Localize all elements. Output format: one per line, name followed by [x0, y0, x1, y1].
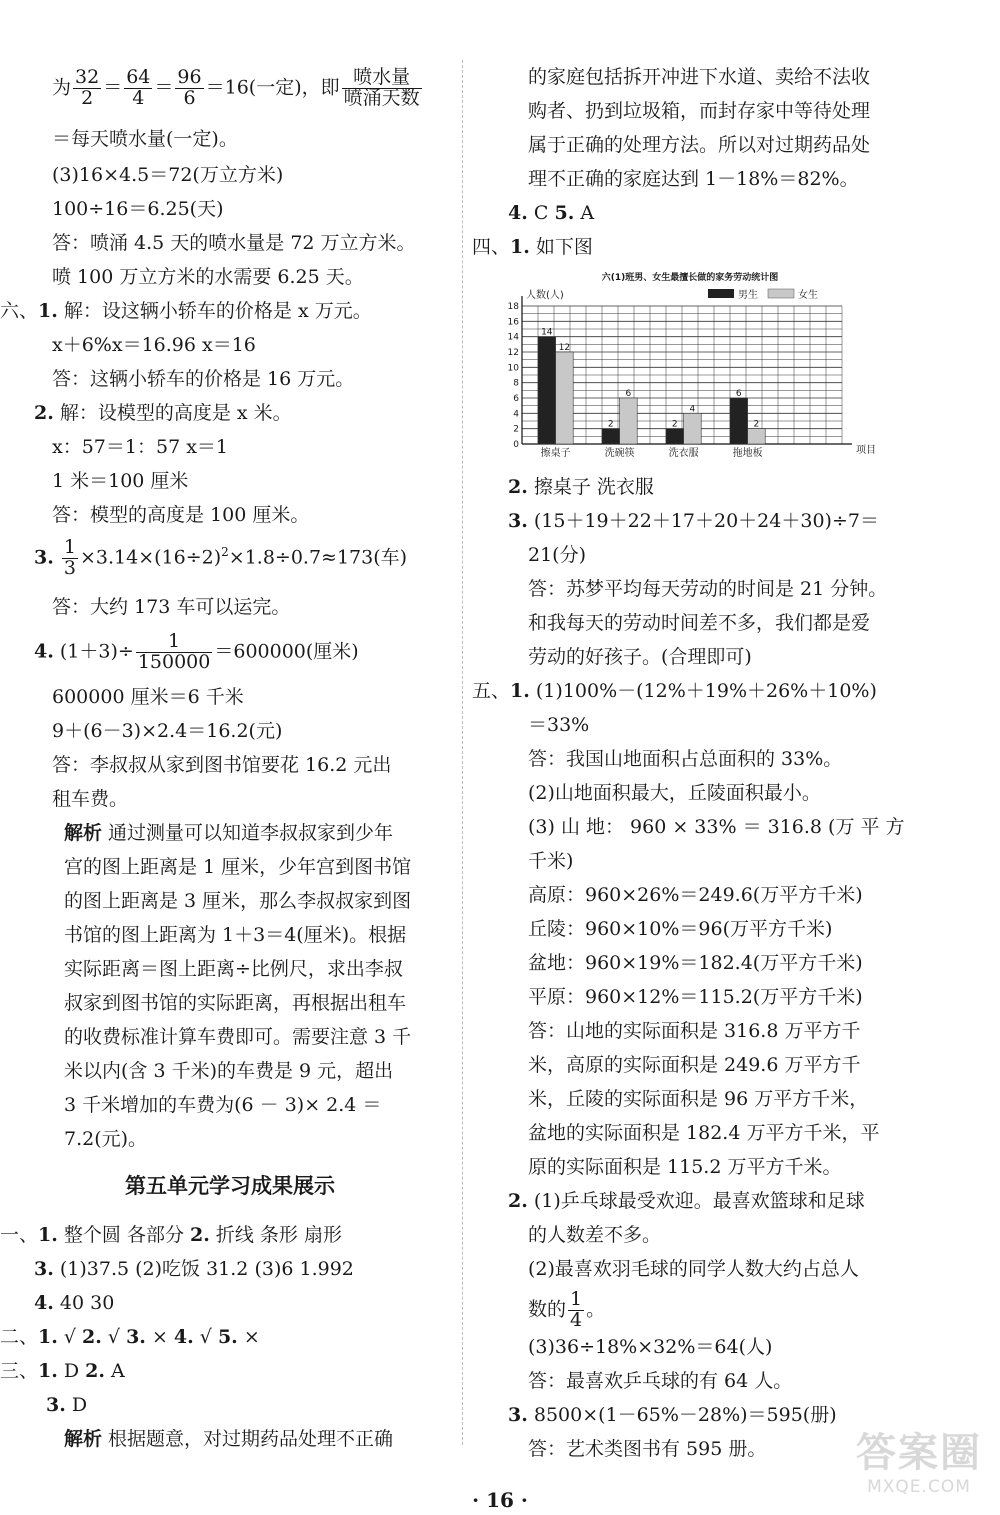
bar-boys [730, 398, 748, 444]
chart-legend [708, 288, 818, 301]
text: (1)乒乓球最受欢迎。最喜欢篮球和足球 [527, 1190, 865, 1212]
analysis-line [64, 1430, 393, 1449]
text: 数的 [528, 1298, 567, 1321]
text-line: 答：我国山地面积占总面积的 33%。 [528, 748, 843, 770]
text-line: 答：大约 173 车可以运完。 [52, 596, 291, 618]
question-number: 3. [34, 546, 54, 569]
text-line: 理不正确的家庭达到 1－18%＝82%。 [528, 168, 859, 190]
text: √ [57, 1326, 83, 1348]
text-line: 答：这辆小轿车的价格是 16 万元。 [52, 368, 355, 390]
numerator: 喷水量 [342, 68, 422, 89]
question-number: 4. [34, 640, 54, 663]
page-number-value: 16 [486, 1488, 514, 1512]
text-line: 1 米＝100 厘米 [52, 470, 189, 492]
numerator: 96 [177, 66, 202, 88]
section-6-q1 [0, 302, 372, 321]
bar-chart [500, 268, 900, 468]
text: 通过测量可以知道李叔叔家到少年 [102, 822, 394, 844]
text-line: (3) 山 地： 960 × 33% ＝ 316.8 (万 平 方 [528, 816, 905, 838]
question-number: 1. [38, 300, 58, 322]
section-marker: 二、 [0, 1326, 39, 1348]
question-4-5 [508, 204, 594, 223]
bar-girls [556, 352, 574, 444]
question-number: 5. [217, 1326, 238, 1348]
bar-value-label: 6 [625, 389, 632, 399]
section-5-q1 [472, 682, 877, 701]
numerator: 1 [136, 632, 213, 653]
fraction [62, 538, 78, 579]
bar-value-label: 2 [607, 419, 614, 430]
question-number: 2. [82, 1326, 102, 1348]
question-number: 1. [510, 680, 530, 702]
text-line: 米，高原的实际面积是 249.6 万平方千 [528, 1054, 861, 1076]
fraction-line [528, 1290, 605, 1331]
text: 40 30 [53, 1292, 115, 1314]
text: 根据题意，对过期药品处理不正确 [102, 1428, 394, 1450]
section-title: 第五单元学习成果展示 [125, 1174, 335, 1198]
fraction [124, 68, 152, 109]
y-tick-label: 18 [507, 302, 519, 312]
bar-value-label: 6 [735, 389, 742, 399]
text: 为 [52, 76, 72, 99]
text-line: 千米) [528, 850, 574, 872]
text: 。 [586, 1298, 606, 1321]
chart-title: 六(1)班男、女生最擅长做的家务劳动统计图 [601, 273, 779, 283]
bar-value-label: 2 [753, 419, 760, 430]
text-line: 答：喷涌 4.5 天的喷水量是 72 万立方米。 [52, 232, 416, 254]
question-number: 2. [508, 476, 528, 498]
text: 折线 条形 扇形 [209, 1224, 342, 1246]
text-line: 购者、扔到垃圾箱，而封存家中等待处理 [528, 100, 871, 122]
text: ＝ [103, 76, 123, 99]
text: ×3.14×(16÷2) [79, 546, 222, 569]
y-tick-label: 14 [507, 332, 519, 343]
y-tick-label: 6 [513, 394, 519, 404]
bar-value-label: 12 [558, 343, 571, 353]
question-number: 1. [510, 236, 530, 258]
text-line: (3)16×4.5＝72(万立方米) [52, 164, 284, 186]
watermark-url: MXQE.COM [867, 1477, 971, 1497]
fraction [136, 632, 213, 673]
text-line: 平原：960×12%＝115.2(万平方千米) [528, 986, 863, 1008]
question-number: 4. [173, 1326, 194, 1348]
question-2 [34, 404, 292, 423]
text-line: 米，丘陵的实际面积是 96 万平方千米， [528, 1088, 869, 1110]
text: √ [101, 1326, 127, 1348]
category-label: 洗衣服 [668, 448, 699, 459]
question-number: 3. [34, 1258, 54, 1280]
fraction [175, 68, 203, 109]
text-line: 米以内(含 3 千米)的车费是 9 元，超出 [64, 1060, 394, 1082]
text-line: 劳动的好孩子。(合理即可) [528, 646, 752, 668]
exponent: 2 [221, 545, 229, 560]
text-line: 答：李叔叔从家到图书馆要花 16.2 元出 [52, 754, 392, 776]
section-marker: 六、 [0, 300, 39, 322]
y-axis-label: 人数(人) [526, 290, 564, 301]
question-3-answers [34, 1260, 354, 1279]
y-tick-label: 10 [507, 363, 519, 374]
category-label: 拖地板 [732, 448, 763, 459]
legend-swatch-boys [708, 289, 734, 298]
text-line: 的收费标准计算车费即可。需要注意 3 千 [64, 1026, 412, 1048]
text: (1)100%－(12%＋19%＋26%＋10%) [529, 680, 877, 702]
text-line: 丘陵：960×10%＝96(万平方千米) [528, 918, 833, 940]
question-number: 1. [38, 1224, 58, 1246]
text: 解：设模型的高度是 x 米。 [53, 402, 292, 424]
fraction [342, 68, 422, 109]
text-line: (2)山地面积最大，丘陵面积最小。 [528, 782, 821, 804]
text: × [145, 1326, 174, 1348]
question-number: 1. [38, 1360, 58, 1382]
question-number: 2. [85, 1360, 106, 1382]
text-line: (2)最喜欢羽毛球的同学人数大约占总人 [528, 1258, 859, 1280]
text-line: 答：艺术类图书有 595 册。 [528, 1438, 767, 1460]
question-number: 4. [508, 202, 528, 224]
question-number: 3. [508, 510, 528, 532]
text-line: 答：模型的高度是 100 厘米。 [52, 504, 310, 526]
text-line: 和我每天的劳动时间差不多，我们都是爱 [528, 612, 871, 634]
question-number: 4. [34, 1292, 54, 1314]
line-ratio [52, 68, 424, 109]
analysis-line [64, 824, 393, 843]
text-line: 答：山地的实际面积是 316.8 万平方千 [528, 1020, 861, 1042]
bar-value-label: 14 [541, 327, 553, 338]
question-3 [508, 1406, 837, 1425]
question-number: 1. [38, 1326, 58, 1348]
bar-boys [538, 337, 556, 444]
section-3-answers [0, 1362, 125, 1381]
legend-label-girls: 女生 [798, 290, 818, 301]
question-3-answer [46, 1396, 87, 1415]
text-line: (3)36÷18%×32%＝64(人) [528, 1336, 773, 1358]
section-marker: 五、 [472, 680, 511, 702]
denominator: 150000 [137, 650, 211, 673]
numerator: 1 [570, 1288, 583, 1310]
text: D [57, 1360, 86, 1382]
y-tick-label: 4 [513, 409, 519, 420]
fraction [568, 1290, 584, 1331]
legend-swatch-girls [768, 289, 794, 298]
question-number: 2. [189, 1224, 210, 1246]
section-marker: 三、 [0, 1360, 39, 1382]
text: 如下图 [529, 236, 593, 258]
denominator: 6 [183, 86, 196, 109]
text-line: 租车费。 [52, 788, 129, 810]
x-axis-label: 项目 [856, 445, 876, 456]
text-line: 答：苏梦平均每天劳动的时间是 21 分钟。 [528, 578, 888, 600]
text-line: 的人数差不多。 [528, 1224, 662, 1246]
question-3 [508, 512, 879, 531]
section-1-answers [0, 1226, 342, 1245]
text: 擦桌子 洗衣服 [527, 476, 654, 498]
y-tick-label: 0 [513, 440, 519, 450]
chart-container [500, 268, 900, 468]
fraction [73, 68, 101, 109]
text-line: 100÷16＝6.25(天) [52, 198, 224, 220]
text: A [105, 1360, 125, 1382]
text: D [65, 1394, 88, 1416]
page-number [0, 1488, 1000, 1512]
watermark [856, 1430, 982, 1497]
text-line: 高原：960×26%＝249.6(万平方千米) [528, 884, 863, 906]
text-line: 实际距离＝图上距离÷比例尺，求出李叔 [64, 958, 403, 980]
bar-girls [748, 429, 766, 444]
analysis-label: 解析 [64, 1428, 103, 1450]
text-line: 9＋(6－3)×2.4＝16.2(元) [52, 720, 283, 742]
text-line: 的图上距离是 3 厘米，那么李叔叔家到图 [64, 890, 412, 912]
question-3 [34, 538, 407, 579]
denominator: 2 [81, 86, 94, 109]
category-label: 擦桌子 [540, 448, 571, 459]
text-line: 盆地的实际面积是 182.4 万平方千米，平 [528, 1122, 880, 1144]
question-4-answers [34, 1294, 114, 1313]
section-marker: 一、 [0, 1224, 39, 1246]
text-line: 宫的图上距离是 1 厘米，少年宫到图书馆 [64, 856, 412, 878]
text-line: 书馆的图上距离为 1＋3＝4(厘米)。根据 [64, 924, 407, 946]
text-line: 喷 100 万立方米的水需要 6.25 天。 [52, 266, 364, 288]
bar-value-label: 4 [689, 404, 696, 415]
text-line: 答：最喜欢乒乓球的有 64 人。 [528, 1370, 793, 1392]
bar-value-label: 2 [671, 419, 678, 430]
numerator: 32 [75, 66, 100, 88]
text: A [574, 202, 595, 224]
text-line: 原的实际面积是 115.2 万平方千米。 [528, 1156, 842, 1178]
y-tick-label: 12 [507, 348, 519, 358]
y-tick-label: 8 [513, 378, 519, 389]
text-line: 3 千米增加的车费为(6 － 3)× 2.4 ＝ [64, 1094, 382, 1116]
column-divider [462, 60, 463, 1445]
question-2 [508, 1192, 865, 1211]
legend-label-boys: 男生 [738, 290, 758, 301]
text-line: 的家庭包括拆开冲进下水道、卖给不法收 [528, 66, 871, 88]
numerator: 1 [63, 536, 76, 558]
y-tick-label: 2 [513, 424, 519, 435]
denominator: 喷涌天数 [343, 86, 420, 109]
denominator: 4 [570, 1308, 583, 1331]
question-2 [508, 478, 654, 497]
text: (1)37.5 (2)吃饭 31.2 (3)6 1.992 [53, 1258, 354, 1280]
question-number: 3. [126, 1326, 146, 1348]
y-tick-label: 16 [507, 317, 519, 328]
question-number: 5. [554, 202, 575, 224]
numerator: 64 [126, 66, 151, 88]
denominator: 3 [63, 556, 76, 579]
watermark-logo: 答案圈 [856, 1430, 982, 1476]
question-number: 3. [508, 1404, 528, 1426]
text: × [237, 1326, 260, 1348]
category-label: 洗碗筷 [604, 448, 635, 459]
text: (15＋19＋22＋17＋20＋24＋30)÷7＝ [527, 510, 879, 532]
section-4-q1 [472, 238, 593, 257]
text-line: 叔家到图书馆的实际距离，再根据出租车 [64, 992, 407, 1014]
analysis-label: 解析 [64, 822, 103, 844]
text-line: ＝33% [528, 714, 590, 736]
section-2-answers [0, 1328, 260, 1347]
text: ×1.8÷0.7≈173(车) [228, 546, 408, 569]
dot: · [520, 1488, 528, 1512]
text-line: 21(分) [528, 544, 587, 566]
question-number: 2. [508, 1190, 528, 1212]
text: √ [193, 1326, 218, 1348]
text-line: 属于正确的处理方法。所以对过期药品处 [528, 134, 871, 156]
text-line: 7.2(元)。 [64, 1128, 148, 1150]
text-line: x＋6%x＝16.96 x＝16 [52, 334, 256, 356]
bar-girls [620, 398, 638, 444]
text: C [527, 202, 555, 224]
bar-boys [666, 429, 684, 444]
text: ＝600000(厘米) [214, 640, 359, 663]
question-number: 2. [34, 402, 54, 424]
question-number: 3. [46, 1394, 66, 1416]
text: ＝16(一定)，即 [205, 76, 340, 99]
text: 解：设这辆小轿车的价格是 x 万元。 [57, 300, 372, 322]
text: ＝ [154, 76, 174, 99]
text: 8500×(1－65%－28%)＝595(册) [527, 1404, 837, 1426]
text-line: 盆地：960×19%＝182.4(万平方千米) [528, 952, 863, 974]
section-marker: 四、 [472, 236, 511, 258]
text: (1＋3)÷ [59, 640, 134, 663]
text-line: ＝每天喷水量(一定)。 [52, 128, 238, 150]
denominator: 4 [132, 86, 145, 109]
dot: · [472, 1488, 480, 1512]
bar-boys [602, 429, 620, 444]
text-line: 600000 厘米＝6 千米 [52, 686, 244, 708]
text-line: x：57＝1：57 x＝1 [52, 436, 229, 458]
question-4 [34, 632, 359, 673]
text: 整个圆 各部分 [57, 1224, 190, 1246]
bar-girls [684, 413, 702, 444]
